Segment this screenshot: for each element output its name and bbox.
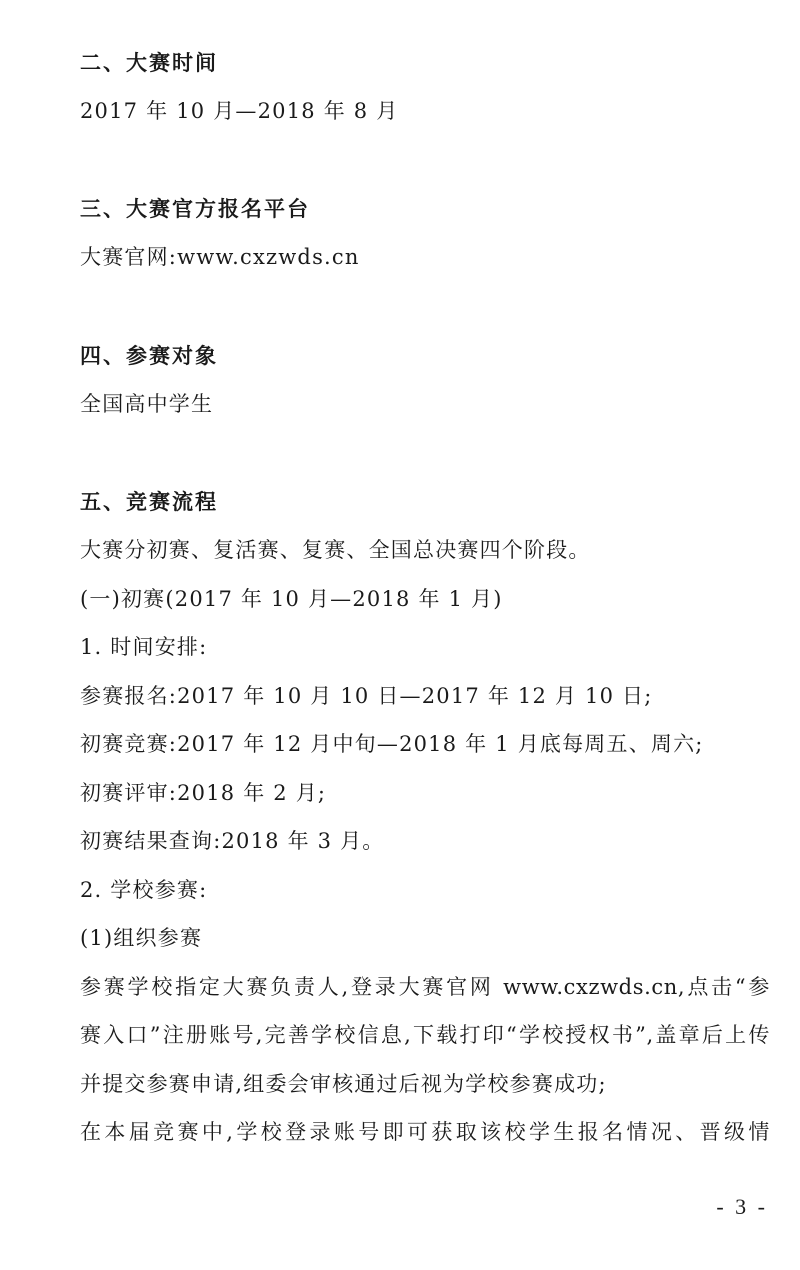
- paragraph-1-line-3: 并提交参赛申请,组委会审核通过后视为学校参赛成功;: [80, 1072, 607, 1096]
- section-5-intro: 大赛分初赛、复活赛、复赛、全国总决赛四个阶段。: [80, 538, 591, 562]
- schedule-review: 初赛评审:2018 年 2 月;: [80, 781, 327, 805]
- section-3-text: 大赛官网:www.cxzwds.cn: [80, 245, 360, 269]
- schedule-registration: 参赛报名:2017 年 10 月 10 日—2017 年 12 月 10 日;: [80, 684, 653, 708]
- section-2-text: 2017 年 10 月—2018 年 8 月: [80, 99, 399, 123]
- schedule-result: 初赛结果查询:2018 年 3 月。: [80, 829, 385, 853]
- section-5-heading: 五、竞赛流程: [80, 489, 218, 514]
- paragraph-2-line-1: 在本届竞赛中,学校登录账号即可获取该校学生报名情况、晋级情: [80, 1120, 770, 1144]
- section-2-heading: 二、大赛时间: [80, 50, 218, 75]
- section-3-heading: 三、大赛官方报名平台: [80, 196, 310, 221]
- page-number: - 3 -: [716, 1194, 768, 1219]
- paragraph-1-line-1: 参赛学校指定大赛负责人,登录大赛官网 www.cxzwds.cn,点击“参: [80, 975, 770, 999]
- item-school-participation: 2. 学校参赛:: [80, 878, 208, 902]
- item-organize: (1)组织参赛: [80, 926, 203, 950]
- item-schedule: 1. 时间安排:: [80, 635, 208, 659]
- subsection-preliminary: (一)初赛(2017 年 10 月—2018 年 1 月): [80, 587, 503, 611]
- schedule-competition: 初赛竞赛:2017 年 12 月中旬—2018 年 1 月底每周五、周六;: [80, 732, 704, 756]
- section-4-heading: 四、参赛对象: [80, 343, 218, 368]
- paragraph-1-line-2: 赛入口”注册账号,完善学校信息,下载打印“学校授权书”,盖章后上传: [80, 1023, 770, 1047]
- section-4-text: 全国高中学生: [80, 392, 214, 416]
